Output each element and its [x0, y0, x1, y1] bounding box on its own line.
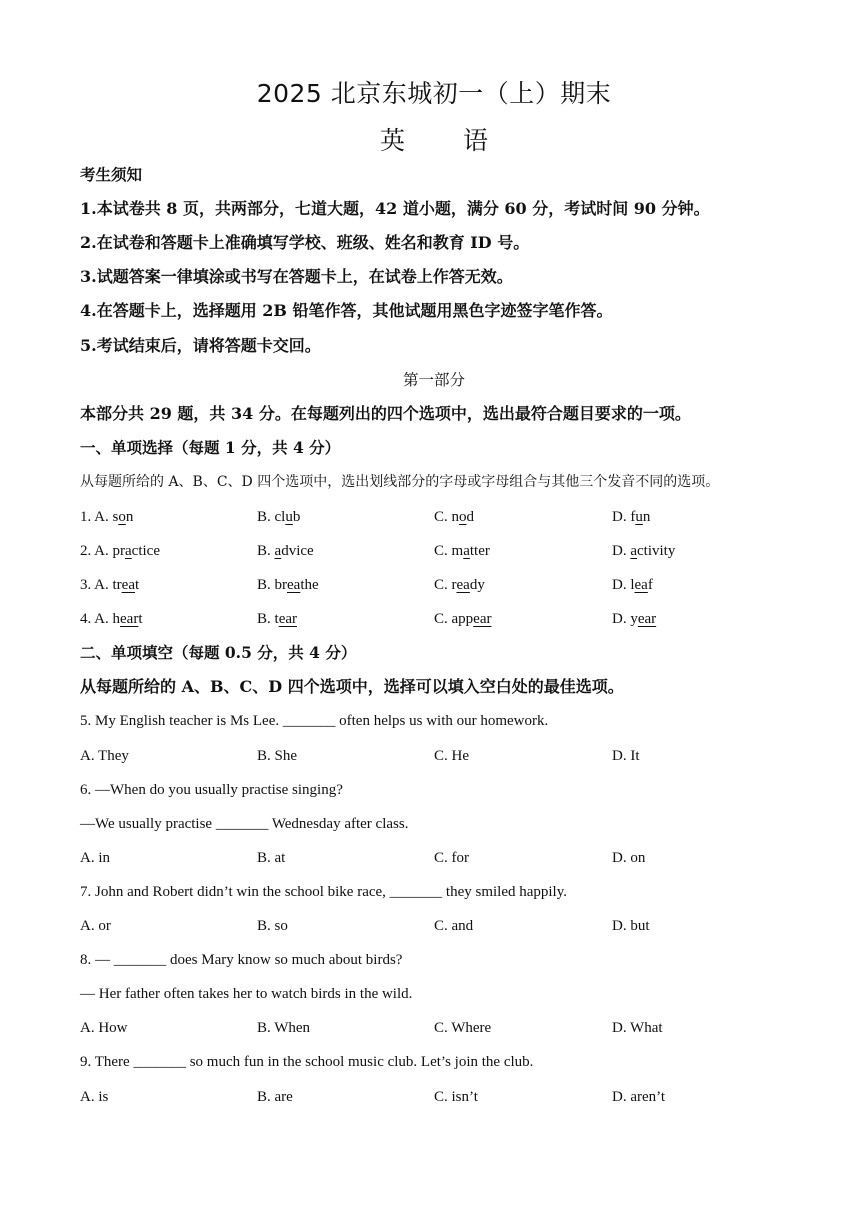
q2-option-d[interactable] [612, 541, 675, 561]
notice-heading: 考生须知 [80, 165, 143, 184]
q2-option-a[interactable] [80, 541, 160, 561]
option-text: D. f [612, 509, 636, 525]
underlined-letters: ea [121, 577, 135, 593]
underlined-letters: u [635, 509, 643, 525]
section1-heading: 一、单项选择（每题 1 分，共 4 分） [80, 438, 341, 457]
option-text: dy [469, 577, 485, 593]
q8-option-a[interactable]: A. How [80, 1020, 128, 1036]
q4-option-c[interactable] [434, 609, 491, 629]
q5-option-d[interactable]: D. It [612, 748, 640, 764]
subject-title [0, 121, 868, 157]
q3-option-a[interactable] [80, 575, 139, 595]
q9-option-d[interactable]: D. aren’t [612, 1089, 666, 1105]
option-text: C. m [434, 543, 464, 559]
q6-stem-line-1: 6. —When do you usually practise singing? [80, 782, 343, 798]
q5-option-c[interactable]: C. He [434, 748, 469, 764]
q4-option-d[interactable] [612, 609, 656, 629]
underlined-letters: o [118, 509, 126, 525]
option-text: ctice [131, 543, 160, 559]
q3-option-d[interactable] [612, 575, 653, 595]
q6-option-d[interactable]: D. on [612, 850, 646, 866]
q6-option-c[interactable]: C. for [434, 850, 469, 866]
option-text: D. y [612, 611, 638, 627]
option-text: D. [612, 543, 631, 559]
q1-option-b[interactable] [257, 507, 300, 527]
q9-stem: 9. There _______ so much fun in the school music club. Let’s join the club. [80, 1054, 534, 1070]
underlined-letters: o [459, 509, 467, 525]
option-text: 1. A. s [80, 509, 119, 525]
q7-option-a[interactable]: A. or [80, 918, 111, 934]
q3-option-b[interactable] [257, 575, 319, 595]
option-text: t [135, 577, 140, 593]
q6-option-b[interactable]: B. at [257, 850, 286, 866]
option-text: C. n [434, 509, 460, 525]
underlined-letters: a [125, 543, 132, 559]
underlined-letters: ea [287, 577, 301, 593]
q7-option-c[interactable]: C. and [434, 918, 474, 934]
underlined-letters: ear [278, 611, 297, 627]
underlined-letters: ea [456, 577, 470, 593]
q3-option-c[interactable] [434, 575, 485, 595]
q9-option-b[interactable]: B. are [257, 1089, 293, 1105]
section2-instruction: 从每题所给的 A、B、C、D 四个选项中，选择可以填入空白处的最佳选项。 [80, 677, 624, 696]
q2-option-c[interactable] [434, 541, 490, 561]
q5-option-b[interactable]: B. She [257, 748, 298, 764]
option-text: b [292, 509, 301, 525]
option-text: d [466, 509, 475, 525]
q9-option-a[interactable]: A. is [80, 1089, 109, 1105]
part-title: 第一部分 [402, 371, 465, 389]
option-text: f [647, 577, 653, 593]
notice-item-3: 3.试题答案一律填涂或书写在答题卡上，在试卷上作答无效。 [80, 267, 513, 286]
q8-option-b[interactable]: B. When [257, 1020, 311, 1036]
q8-option-c[interactable]: C. Where [434, 1020, 492, 1036]
notice-item-1: 1.本试卷共 8 页，共两部分，七道大题，42 道小题，满分 60 分，考试时间 90 分钟。 [80, 199, 710, 218]
option-text: dvice [281, 543, 314, 559]
option-text: 3. A. tr [80, 577, 122, 593]
option-text: 2. A. pr [80, 543, 125, 559]
q1-option-d[interactable] [612, 507, 650, 527]
option-text: B. br [257, 577, 287, 593]
underlined-letters: ear [473, 611, 492, 627]
section1-instruction: 从每题所给的 A、B、C、D 四个选项中，选出划线部分的字母或字母组合与其他三个发音不同的选项。 [80, 474, 720, 490]
option-text: the [300, 577, 319, 593]
q2-option-b[interactable] [257, 541, 314, 561]
q5-option-a[interactable]: A. They [80, 748, 129, 764]
option-text: tter [469, 543, 490, 559]
exam-title: 2025 北京东城初一（上）期末 [256, 79, 612, 108]
notice-item-2: 2.在试卷和答题卡上准确填写学校、班级、姓名和教育 ID 号。 [80, 233, 530, 252]
option-text: C. r [434, 577, 457, 593]
underlined-letters: a [630, 543, 638, 559]
notice-item-4: 4.在答题卡上，选择题用 2B 铅笔作答，其他试题用黑色字迹签字笔作答。 [80, 301, 613, 320]
subject-char-2: 语 [463, 126, 489, 155]
option-text: ctivity [637, 543, 676, 559]
option-text: 4. A. h [80, 611, 121, 627]
option-text: D. l [612, 577, 635, 593]
option-text: n [642, 509, 651, 525]
underlined-letters: a [463, 543, 470, 559]
underlined-letters: ear [120, 611, 139, 627]
option-text: C. app [434, 611, 474, 627]
q8-option-d[interactable]: D. What [612, 1020, 663, 1036]
notice-item-5: 5.考试结束后，请将答题卡交回。 [80, 336, 321, 355]
q8-stem-line-1: 8. — _______ does Mary know so much about birds? [80, 952, 403, 968]
q1-option-c[interactable] [434, 507, 474, 527]
section2-heading: 二、单项填空（每题 0.5 分，共 4 分） [80, 643, 357, 662]
subject-char-1: 英 [379, 126, 405, 155]
q7-stem: 7. John and Robert didn’t win the school bike race, _______ they smiled happily. [80, 884, 568, 900]
option-text: B. cl [257, 509, 286, 525]
q1-option-a[interactable] [80, 507, 133, 527]
q4-option-a[interactable] [80, 609, 143, 629]
underlined-letters: ear [637, 611, 657, 627]
part-intro: 本部分共 29 题，共 34 分。在每题列出的四个选项中，选出最符合题目要求的一项。 [80, 404, 691, 423]
option-text: B. t [257, 611, 279, 627]
option-text: t [138, 611, 143, 627]
q6-option-a[interactable]: A. in [80, 850, 110, 866]
underlined-letters: ea [634, 577, 648, 593]
underlined-letters: a [274, 543, 282, 559]
q5-stem: 5. My English teacher is Ms Lee. _______ often helps us with our homework. [80, 713, 549, 729]
option-text: B. [257, 543, 275, 559]
q7-option-d[interactable]: D. but [612, 918, 650, 934]
q8-stem-line-2: — Her father often takes her to watch birds in the wild. [80, 986, 413, 1002]
q9-option-c[interactable]: C. isn’t [434, 1089, 478, 1105]
option-text: n [125, 509, 134, 525]
q6-stem-line-2: —We usually practise _______ Wednesday after class. [80, 816, 409, 832]
q4-option-b[interactable] [257, 609, 297, 629]
underlined-letters: u [285, 509, 293, 525]
q7-option-b[interactable]: B. so [257, 918, 288, 934]
